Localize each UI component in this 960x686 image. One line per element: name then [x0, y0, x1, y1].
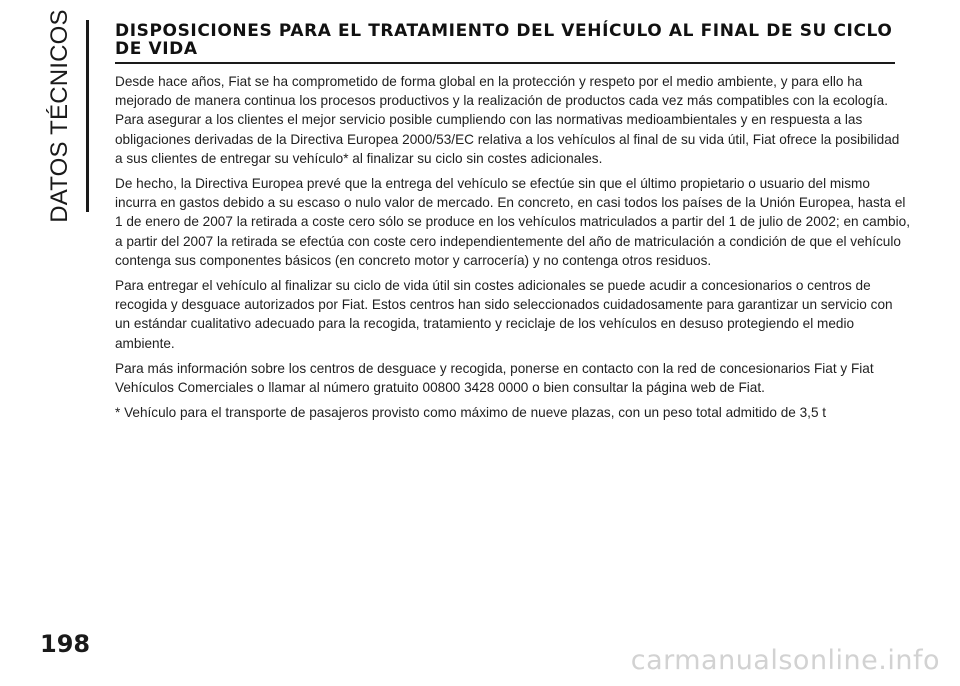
paragraph: De hecho, la Directiva Europea prevé que la entrega del vehículo se efectúe sin que el último propietario o usuario del mismo incurra en gastos debido a su escaso o nulo valor de mercado. En concreto, en casi todos los países de la Unión Europea, hasta el 1 de enero de 2007 la retirada a coste cero sólo se produce en los vehículos matriculados a partir del 1 de julio de 2002; en cambio, a partir del 2007 la retirada se efectúa con coste cero independientemente del año de matriculación a condición de que el vehículo contenga sus componentes básicos (en concreto motor y carrocería) y no contenga otros residuos.: [115, 176, 910, 268]
paragraph: Para más información sobre los centros de desguace y recogida, ponerse en contacto con la red de concesionarios Fiat y Fiat Vehículos Comerciales o llamar al número gratuito 00800 3428 0000 o bien consultar la página web de Fiat.: [115, 360, 874, 396]
page-number: 198: [40, 630, 91, 658]
section-body: [115, 72, 910, 422]
main-content: [115, 22, 910, 428]
footnote: * Vehículo para el transporte de pasajeros provisto como máximo de nueve plazas, con un peso total admitido de 3,5 t: [115, 405, 827, 421]
watermark-text: carmanualsonline.info: [630, 645, 940, 676]
side-header-rule: [86, 20, 89, 212]
paragraph: Desde hace años, Fiat se ha comprometido de forma global en la protección y respeto por el medio ambiente, y para ello ha mejorado de manera continua los procesos productivos y la realización de productos cada vez más compatibles con la ecología. Para asegurar a los clientes el mejor servicio posible cumpliendo con las normativas medioambientales y en respuesta a las obligaciones derivadas de la Directiva Europea 2000/53/EC relativa a los vehículos al final de su vida útil, Fiat ofrece la posibilidad a sus clientes de entregar su vehículo* al finalizar su ciclo sin costes adicionales.: [115, 74, 900, 166]
side-header: [38, 9, 82, 223]
paragraph: Para entregar el vehículo al finalizar su ciclo de vida útil sin costes adicionales se puede acudir a concesionarios o centros de recogida y desguace autorizados por Fiat. Estos centros han sido seleccionados cuidadosamente para garantizar un servicio con un estándar cualitativo adecuado para la recogida, tratamiento y reciclaje de los vehículos en desuso protegiendo el medio ambiente.: [115, 278, 893, 351]
side-header-label: DATOS TÉCNICOS: [46, 9, 74, 223]
section-title: DISPOSICIONES PARA EL TRATAMIENTO DEL VEHÍCULO AL FINAL DE SU CICLO DE VIDA: [115, 22, 895, 64]
